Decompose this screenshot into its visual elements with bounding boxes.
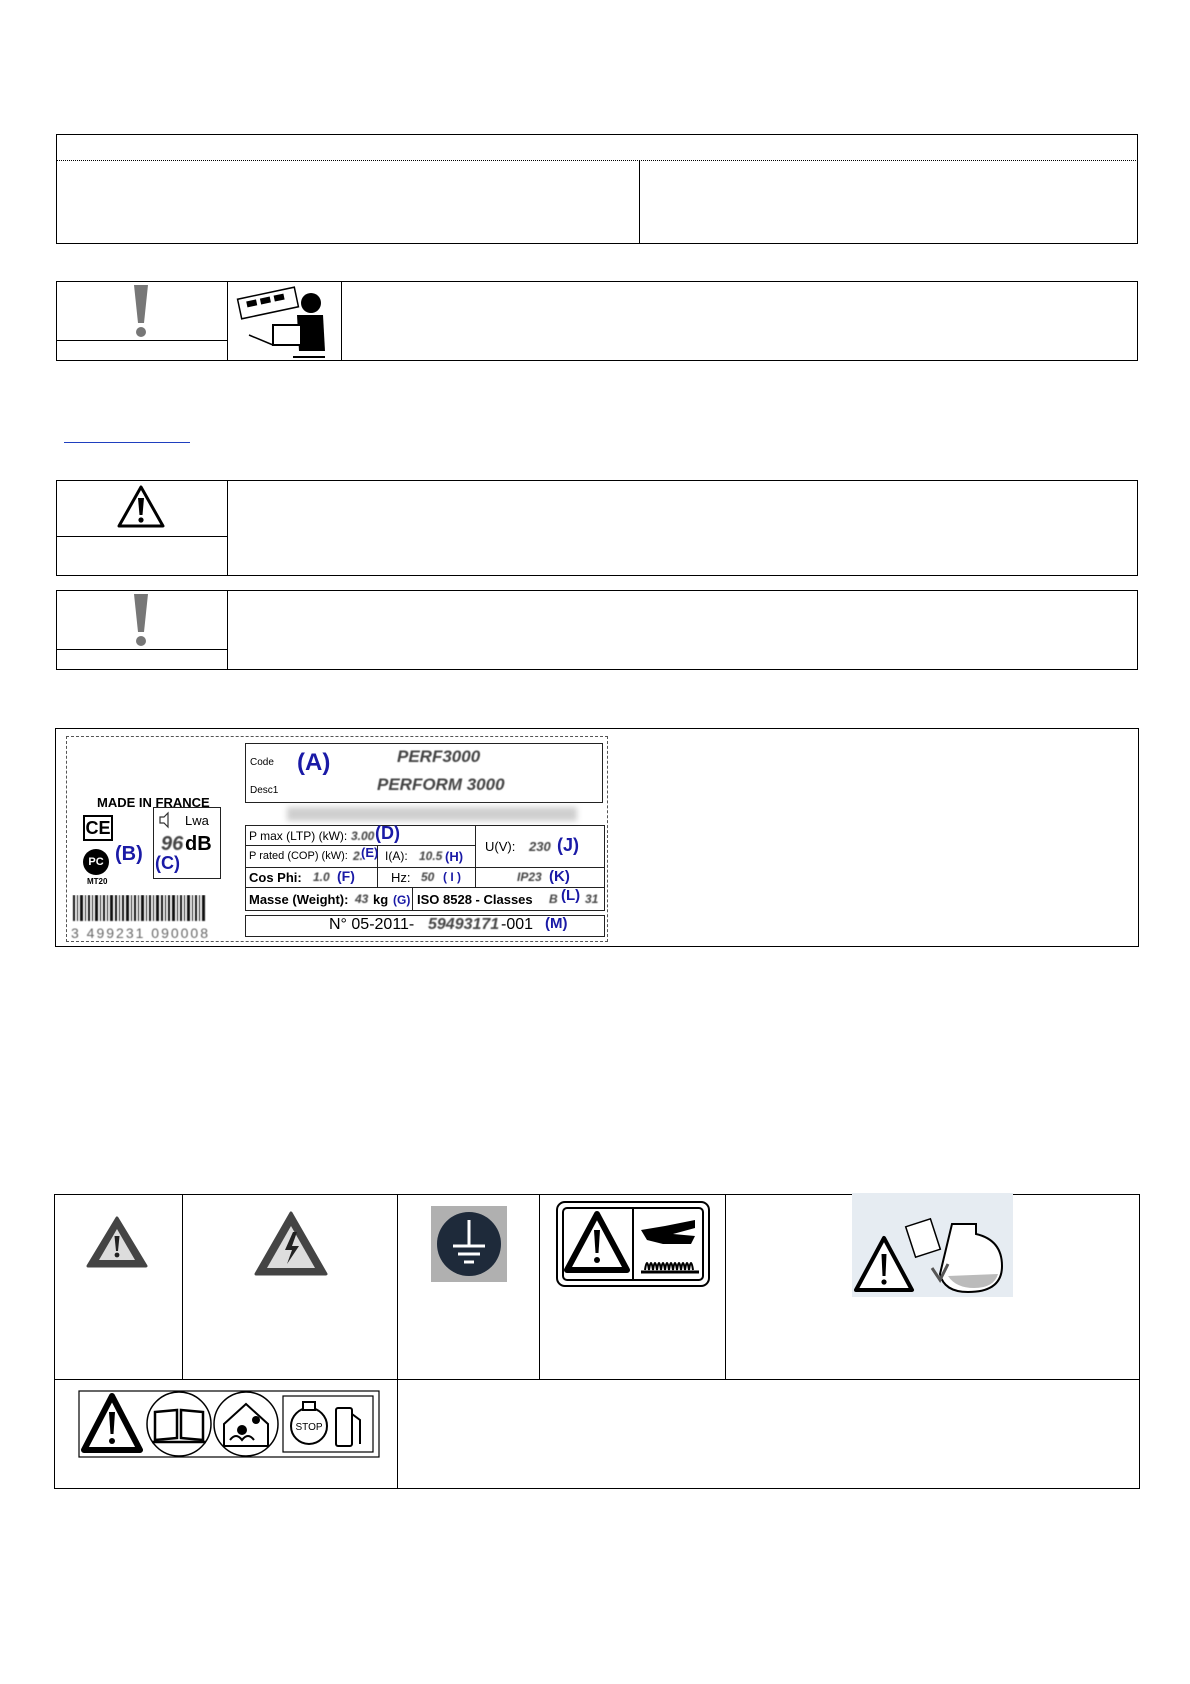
mass-unit: kg xyxy=(373,892,389,907)
specs-line-3 xyxy=(245,887,605,888)
warning-table-icon-divider xyxy=(56,536,227,537)
manual-notice-divider-1 xyxy=(227,281,228,361)
made-in-france: MADE IN FRANCE xyxy=(97,795,210,810)
desc-value: PERFORM 3000 xyxy=(377,775,505,794)
plate-letter-a: (A) xyxy=(297,749,331,776)
pictogram-col-3 xyxy=(539,1194,540,1379)
iso-extra: 31 xyxy=(585,892,599,906)
prated-value: 2. xyxy=(353,849,364,863)
serial-blurred: 59493171 xyxy=(428,916,500,933)
pictogram-col-2 xyxy=(397,1194,398,1489)
earth-ground-tile xyxy=(431,1206,507,1282)
code-value: PERF3000 xyxy=(397,747,481,766)
voltage-value: 230 xyxy=(529,839,551,854)
pmax-value: 3.00 xyxy=(351,829,375,843)
pictogram-row-divider xyxy=(54,1379,1140,1380)
lwa-label: Lwa xyxy=(185,813,209,828)
attention-table-divider xyxy=(227,590,228,670)
manual-notice-table xyxy=(56,281,1138,361)
plate-letter-e: (E) xyxy=(361,845,379,860)
hot-surface-icon xyxy=(555,1200,711,1288)
db-unit: dB xyxy=(185,833,212,855)
header-table-divider xyxy=(56,160,1138,162)
current-label: I(A): xyxy=(385,849,408,863)
barcode xyxy=(71,895,211,929)
oil-check-icon xyxy=(852,1208,1013,1297)
blank-link[interactable] xyxy=(64,420,190,443)
warning-triangle-icon xyxy=(116,484,166,530)
ce-mark-text: CE xyxy=(85,818,111,838)
manual-notice-icon-divider xyxy=(56,340,227,341)
plate-letter-m: (M) xyxy=(545,915,568,932)
attention-table xyxy=(56,590,1138,670)
operator-reading-manual-icon xyxy=(233,285,337,359)
pct-mark xyxy=(83,849,109,875)
specs-col-1 xyxy=(475,825,476,887)
prated-label: P rated (COP) (kW): xyxy=(249,850,348,862)
earth-ground-icon xyxy=(431,1206,507,1282)
plate-letter-c: (C) xyxy=(155,853,180,873)
desc-label: Desc1 xyxy=(250,785,279,796)
barcode-digits: 3 499231 090008 xyxy=(71,925,210,941)
db-value: 96 xyxy=(161,833,184,855)
specs-line-1 xyxy=(245,845,475,846)
pct-mark-text: PC xyxy=(88,856,104,868)
plate-letter-i: ( I ) xyxy=(443,870,461,884)
pictogram-col-1 xyxy=(182,1194,183,1379)
exclamation-icon xyxy=(128,283,154,339)
hz-value: 50 xyxy=(421,870,435,884)
hz-label: Hz: xyxy=(391,870,411,885)
plate-letter-f: (F) xyxy=(337,868,355,884)
header-table-column-divider xyxy=(639,160,640,244)
attention-table-icon-divider xyxy=(56,649,227,650)
stop-label: STOP xyxy=(295,1422,323,1433)
voltage-label: U(V): xyxy=(485,839,516,854)
mt20-label: MT20 xyxy=(87,877,108,886)
pmax-label: P max (LTP) (kW): xyxy=(249,829,348,843)
pictogram-col-4 xyxy=(725,1194,726,1379)
current-value: 10.5 xyxy=(419,849,443,863)
safety-pictogram-strip xyxy=(78,1390,380,1458)
specs-col-3 xyxy=(412,887,413,911)
manual-notice-divider-2 xyxy=(341,281,342,361)
serial-prefix: N° 05-2011- xyxy=(329,916,415,933)
rating-plate xyxy=(66,736,608,942)
iso-label: ISO 8528 - Classes xyxy=(417,892,533,907)
blurred-description-line xyxy=(287,807,577,821)
cosphi-value: 1.0 xyxy=(313,870,330,884)
iso-value: B xyxy=(549,892,558,906)
mass-label: Masse (Weight): xyxy=(249,892,349,907)
ce-mark xyxy=(83,815,113,841)
mass-value: 43 xyxy=(355,892,369,906)
cosphi-label: Cos Phi: xyxy=(249,870,302,885)
warning-triangle-icon xyxy=(84,1214,150,1270)
warning-table xyxy=(56,480,1138,576)
warning-table-divider xyxy=(227,480,228,576)
plate-letter-h: (H) xyxy=(445,849,464,864)
exclamation-icon xyxy=(128,592,154,648)
serial-suffix: -001 xyxy=(501,916,534,933)
code-label: Code xyxy=(250,757,274,768)
plate-letter-g: (G) xyxy=(393,893,411,907)
sound-icon xyxy=(157,811,175,829)
plate-letter-k: (K) xyxy=(549,868,570,885)
plate-letter-j: (J) xyxy=(557,835,579,855)
plate-letter-d: (D) xyxy=(375,823,400,843)
plate-letter-l: (L) xyxy=(561,887,581,904)
ip-value: IP23 xyxy=(517,870,542,884)
electric-shock-icon xyxy=(253,1210,329,1278)
plate-letter-b: (B) xyxy=(115,843,143,865)
header-table xyxy=(56,134,1138,244)
